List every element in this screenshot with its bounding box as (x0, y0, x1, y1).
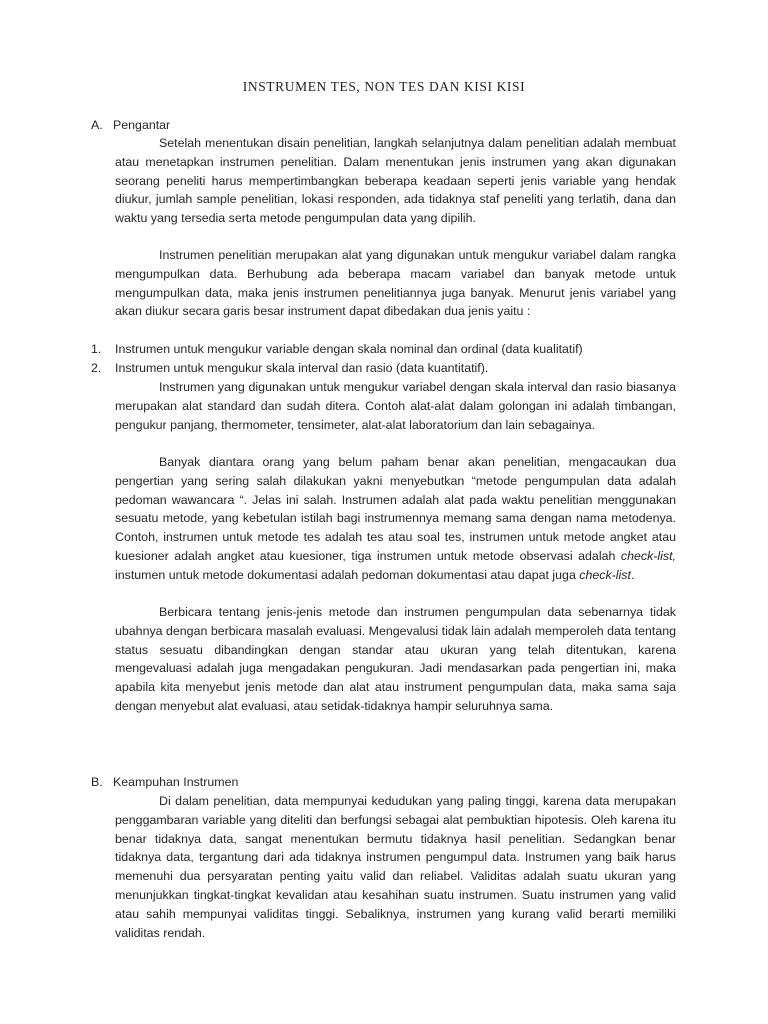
paragraph-text: Instrumen yang digunakan untuk mengukur variabel dengan skala interval dan rasio biasanya merupakan alat standard dan sudah ditera. Contoh alat-alat dalam golongan ini adalah timbangan, pengukur panjang, thermometer, tensimeter, alat-alat laboratorium dan lain sebagainya. (115, 380, 676, 432)
italic-term: check-list, (620, 548, 676, 563)
section-a-paragraph-1 (115, 134, 676, 228)
document-title: INSTRUMEN TES, NON TES DAN KISI KISI (242, 79, 526, 94)
paragraph-text: . (630, 567, 635, 582)
section-b-paragraph-1 (115, 792, 676, 942)
section-b-heading (91, 773, 691, 792)
list-number: 2. (91, 361, 102, 375)
paragraph-text: Instrumen penelitian merupakan alat yang digunakan untuk mengukur variabel dalam rangka mengumpulkan data. Berhubung ada beberapa macam variabel dan banyak metode untuk mengumpulkan data, maka jenis instrumen penelitiannya juga banyak. Menurut jenis variabel yang akan diukur secara garis besar instrument dapat dibedakan dua jenis yaitu : (115, 248, 676, 319)
paragraph-text: instumen untuk metode dokumentasi adalah pedoman dokumentasi atau dapat juga (115, 567, 576, 582)
list-number: 1. (91, 342, 102, 356)
paragraph-text: Berbicara tentang jenis-jenis metode dan instrumen pengumpulan data sebenarnya tidak ubahnya dengan berbicara masalah evaluasi. Mengevalusi tidak lain adalah memperoleh data tentang status sesuatu dibandingkan dengan standar atau ukuran yang telah ditentukan, karena mengevaluasi adalah juga mengadakan pengukuran. Jadi mendasarkan pada pengertian ini, maka apabila kita menyebut jenis metode dan alat atau instrument pengumpulan data, maka sama saja dengan menyebut alat evaluasi, atau setidak-tidaknya hampir seluruhnya sama. (115, 605, 676, 713)
section-a-marker: A. (91, 118, 103, 132)
list-item (91, 340, 691, 359)
paragraph-text: Setelah menentukan disain penelitian, langkah selanjutnya dalam penelitian adalah membuat atau menetapkan instrumen penelitian. Dalam menentukan jenis instrumen yang akan digunakan seorang peneliti harus mempertimbangkan beberapa keadaan seperti jenis variable yang hendak diukur, jumlah sample penelitian, lokasi responden, ada tidaknya staf peneliti yang terlatih, dana dan waktu yang tersedia serta metode pengumpulan data yang dipilih. (115, 136, 676, 226)
list-text: Instrumen untuk mengukur skala interval dan rasio (data kuantitatif). (115, 361, 489, 375)
list-item (91, 359, 691, 378)
section-a-heading (91, 116, 691, 135)
section-a-paragraph-3 (115, 378, 676, 434)
paragraph-text: Banyak diantara orang yang belum paham benar akan penelitian, mengacaukan dua pengertian yang sering salah dilakukan yakni menyebutkan “metode pengumpulan data adalah pedoman wawancara “. Jelas ini salah. Instrumen adalah alat pada waktu penelitian menggunakan sesuatu metode, yang kebetulan istilah bagi instrumennya memang sama dengan nama metodenya. Contoh, instrumen untuk metode tes adalah tes atau soal tes, instrumen untuk metode angket atau kuesioner adalah angket atau kuesioner, tiga instrumen untuk metode observasi adalah (115, 455, 676, 563)
section-a-paragraph-5 (115, 603, 676, 716)
section-b-marker: B. (91, 775, 103, 789)
paragraph-text: Di dalam penelitian, data mempunyai kedudukan yang paling tinggi, karena data merupakan penggambaran variable yang diteliti dan berfungsi sebagai alat pembuktian hipotesis. Oleh karena itu benar tidaknya data, sangat menentukan bermutu tidaknya hasil penelitian. Sedangkan benar tidaknya data, tergantung dari ada tidaknya instrumen pengumpul data. Instrumen yang baik harus memenuhi dua persyaratan penting yaitu valid dan reliabel. Validitas adalah suatu ukuran yang menunjukkan tingkat-tingkat kevalidan atau kesahihan suatu instrumen. Suatu instrumen yang valid atau sahih mempunyai validitas tinggi. Sebaliknya, instrumen yang kurang valid berarti memiliki validitas rendah. (115, 794, 676, 940)
section-a-paragraph-4 (115, 453, 676, 585)
list-text: Instrumen untuk mengukur variable dengan skala nominal dan ordinal (data kualitatif) (115, 342, 583, 356)
section-b-title: Keampuhan Instrumen (113, 775, 239, 789)
section-a-title: Pengantar (113, 118, 171, 132)
section-a-paragraph-2 (115, 246, 676, 321)
italic-term: check-list (579, 567, 631, 582)
